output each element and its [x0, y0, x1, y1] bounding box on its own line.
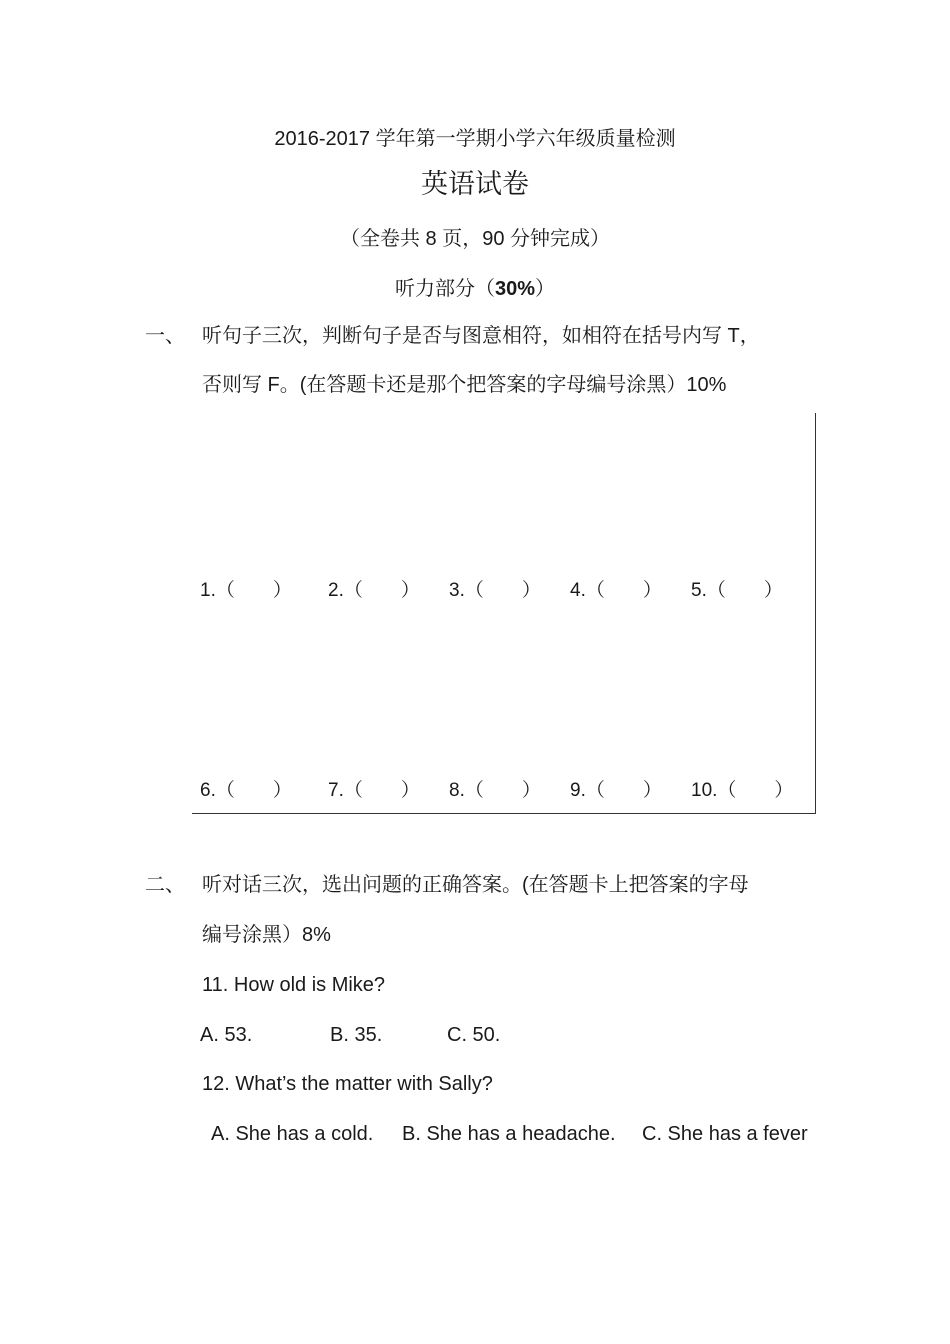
part1-instruction-line1: 听句子三次，判断句子是否与图意相符，如相符在括号内写 T，	[202, 325, 760, 347]
option-c[interactable]: C. 50.	[447, 1024, 501, 1046]
answer-blank-5[interactable]: 5.（ ）	[691, 580, 783, 601]
answer-blank-4[interactable]: 4.（ ）	[570, 580, 662, 601]
answer-blank-6[interactable]: 6.（ ）	[200, 780, 292, 801]
section-heading: 听力部分（30%）	[394, 278, 556, 300]
answer-blank-8[interactable]: 8.（ ）	[449, 780, 541, 801]
option-b[interactable]: B. She has a headache.	[402, 1123, 616, 1145]
answer-blank-3[interactable]: 3.（ ）	[449, 580, 541, 601]
answer-blank-1[interactable]: 1.（ ）	[200, 580, 292, 601]
exam-info: （全卷共 8 页，90 分钟完成）	[339, 228, 611, 250]
question-11: 11. How old is Mike?	[202, 974, 386, 996]
answer-blank-9[interactable]: 9.（ ）	[570, 780, 662, 801]
option-b[interactable]: B. 35.	[330, 1024, 383, 1046]
answer-blank-7[interactable]: 7.（ ）	[328, 780, 420, 801]
subject-title: 英语试卷	[421, 169, 529, 200]
option-a[interactable]: A. 53.	[200, 1024, 253, 1046]
answer-blank-10[interactable]: 10.（ ）	[691, 780, 794, 801]
part1-instruction-line2: 否则写 F。(在答题卡还是那个把答案的字母编号涂黑）10%	[202, 374, 727, 396]
answer-blank-2[interactable]: 2.（ ）	[328, 580, 420, 601]
part2-number: 二、	[145, 874, 185, 896]
part1-number: 一、	[145, 325, 185, 347]
part2-instruction-line2: 编号涂黑）8%	[202, 924, 331, 946]
question-12: 12. What’s the matter with Sally?	[202, 1073, 493, 1095]
exam-title: 2016-2017 学年第一学期小学六年级质量检测	[274, 128, 676, 150]
picture-area-right-border	[815, 413, 816, 813]
option-a[interactable]: A. She has a cold.	[211, 1123, 374, 1145]
picture-area-bottom-border	[192, 813, 816, 814]
part2-instruction-line1: 听对话三次，选出问题的正确答案。(在答题卡上把答案的字母	[202, 874, 749, 896]
option-c[interactable]: C. She has a fever	[642, 1123, 808, 1145]
